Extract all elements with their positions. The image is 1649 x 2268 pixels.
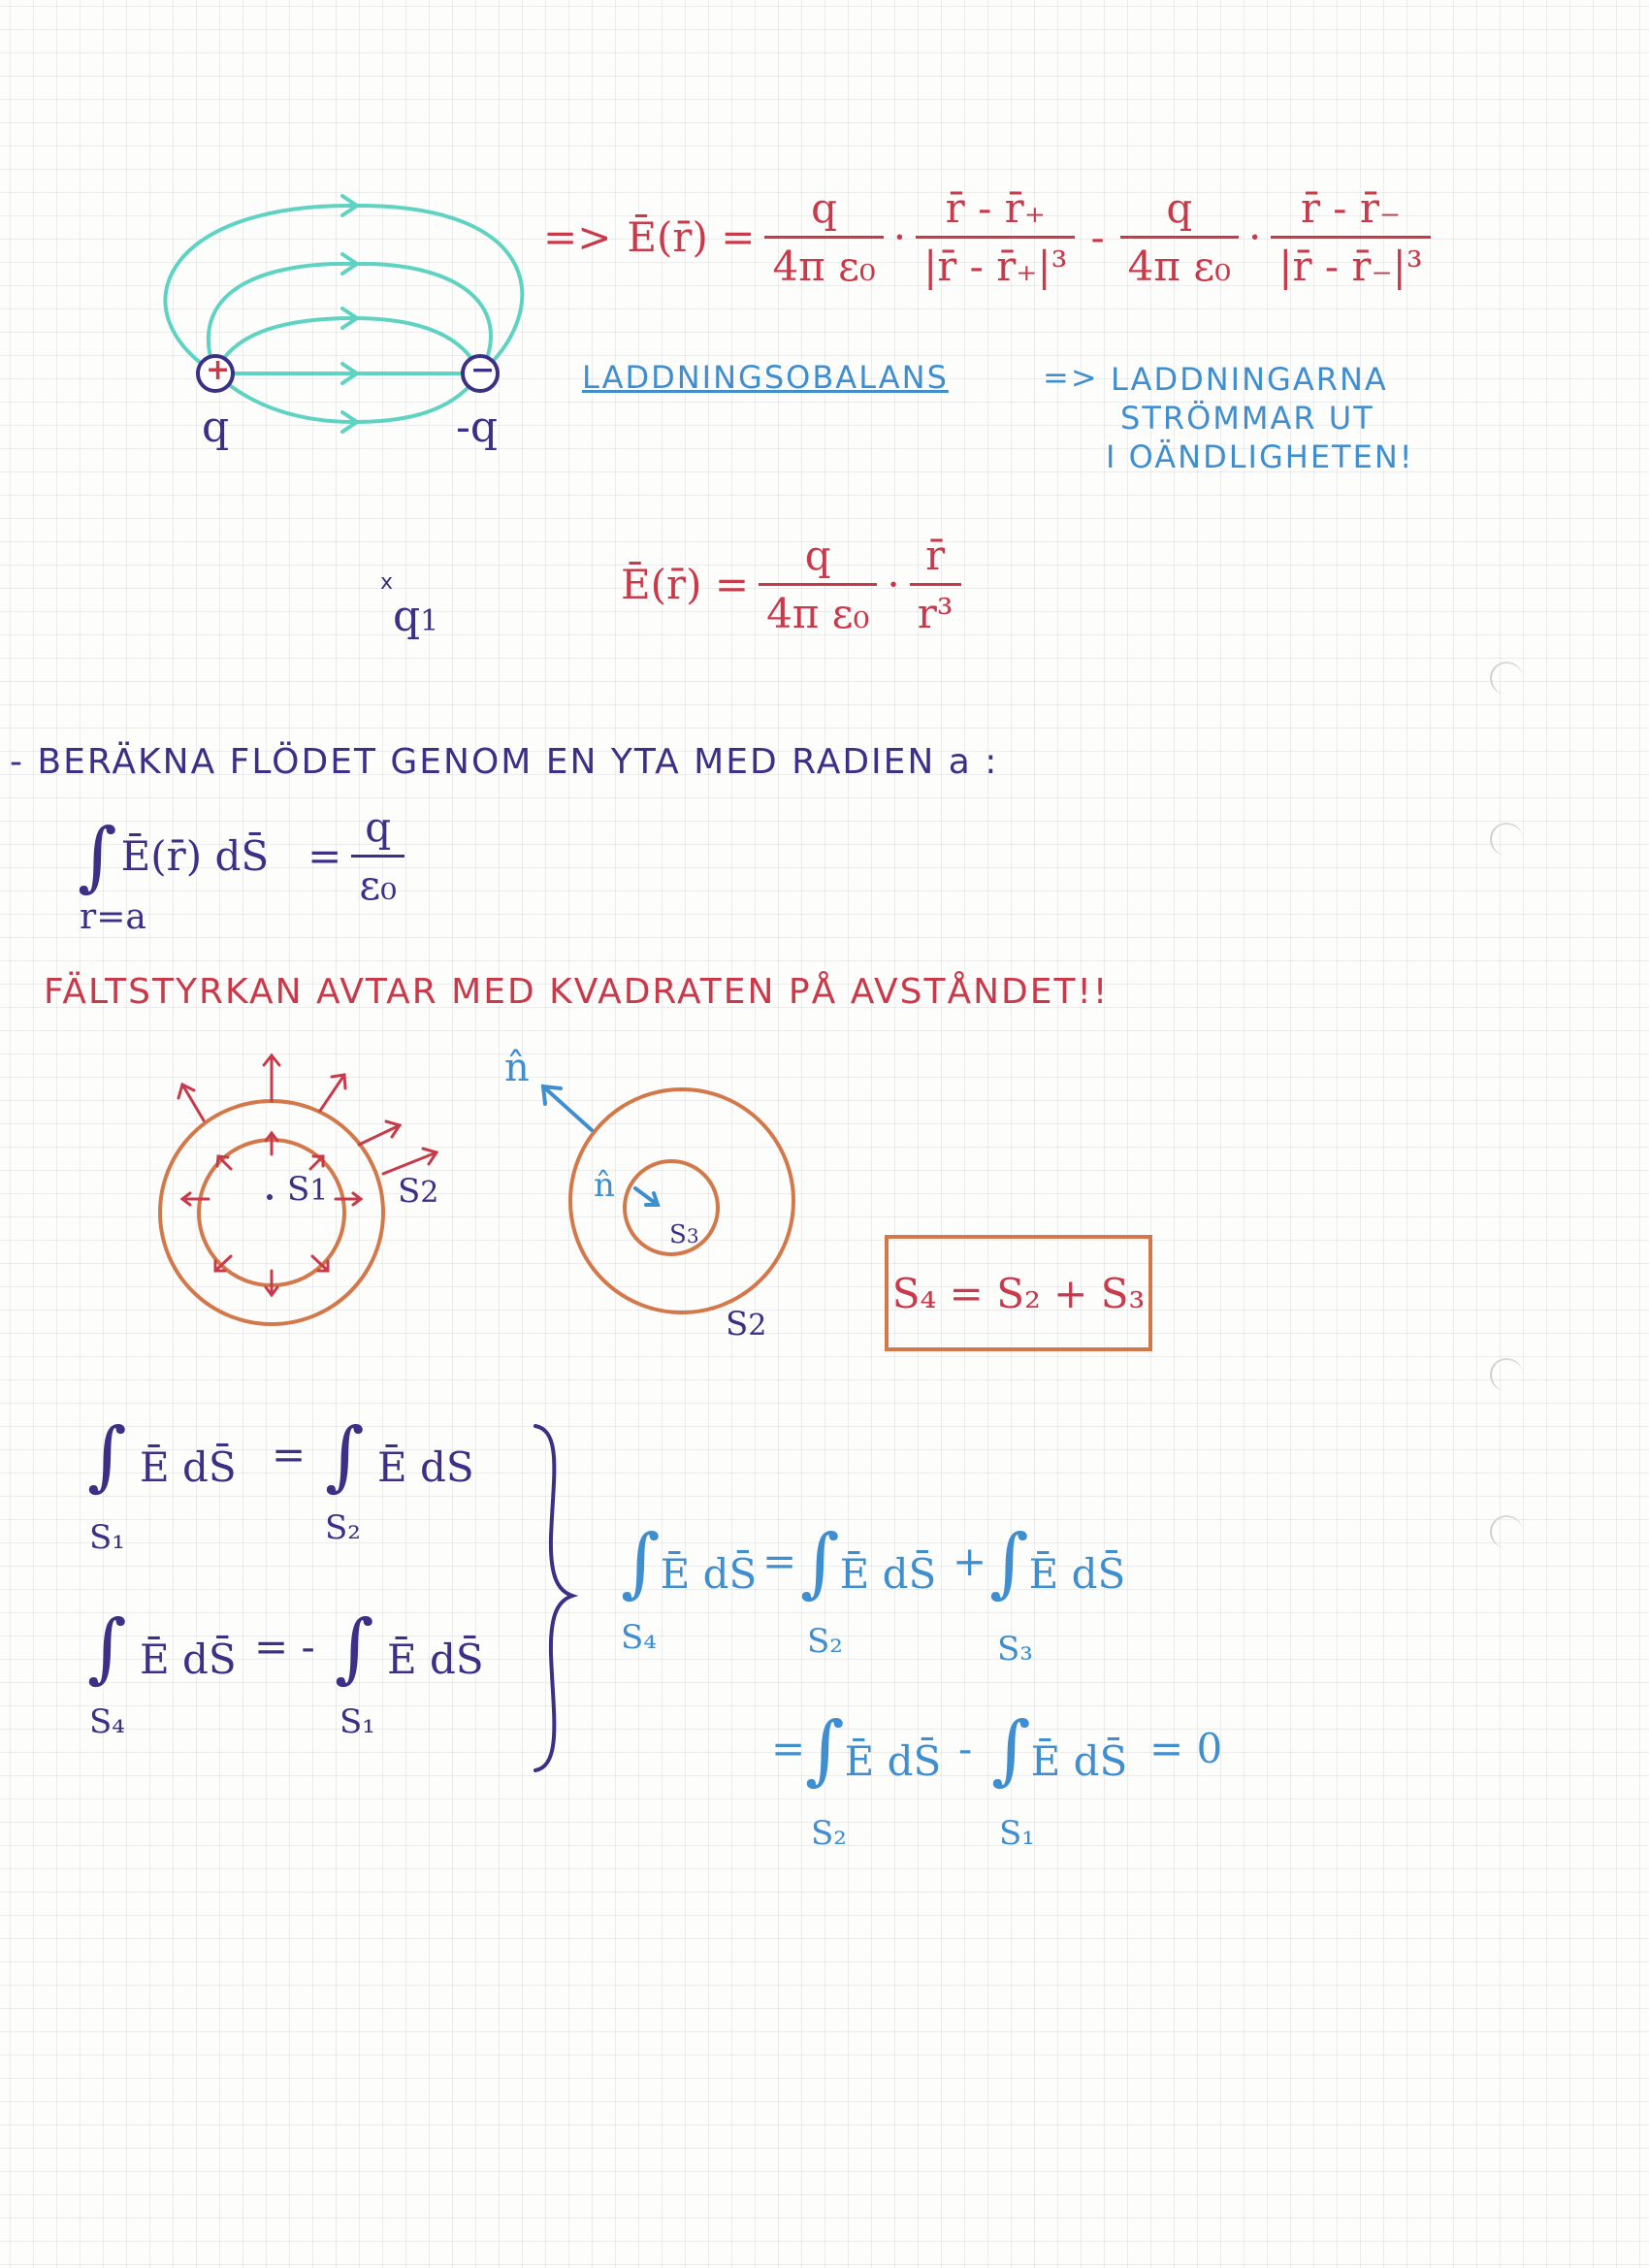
res-l2-a: Ē dS̄ <box>844 1737 942 1785</box>
binder-hole <box>1490 1358 1523 1391</box>
binder-hole <box>1490 662 1523 695</box>
surface-relation-box: S₄ = S₂ + S₃ <box>885 1235 1152 1351</box>
eq1-dot: · <box>892 213 907 261</box>
eq1-num3: q <box>1166 184 1193 232</box>
imbalance-label: LADDNINGSOBALANS <box>582 359 949 396</box>
fig2-s3-label <box>669 1220 699 1249</box>
eq2-lhs: Ē(r̄) = <box>621 561 750 608</box>
fig2-s3: S <box>669 1220 687 1249</box>
res-l1-b-bound: S₂ <box>807 1622 843 1661</box>
eq2-dot: · <box>887 561 900 608</box>
integral-sign: ∫ <box>325 1412 365 1500</box>
eq1-lhs: Ē(r̄) = <box>627 213 756 261</box>
sys-r2-rhs-bound: S₁ <box>340 1702 375 1741</box>
integral-sign: ∫ <box>78 812 117 900</box>
system-row-1 <box>87 1412 237 1500</box>
integral-sign: ∫ <box>805 1706 845 1794</box>
eq1-num2: r̄ - r̄₊ <box>945 184 1046 232</box>
sys-r2-rhs: Ē dS̄ <box>387 1636 484 1683</box>
outer-normal-arrow <box>320 1075 344 1111</box>
eq2-num2: r̄ <box>925 532 946 579</box>
point-charge-x: x <box>380 570 394 595</box>
minus-sign: − <box>470 353 496 387</box>
res-l1-plus: + <box>953 1538 987 1585</box>
sys-r2-lhs-bound: S₄ <box>89 1702 125 1741</box>
implies-arrow: => <box>543 213 612 261</box>
eq1-minus: - <box>1090 213 1105 261</box>
imbalance-line1: LADDNINGARNA <box>1111 361 1388 398</box>
point-charge-q: q <box>393 592 421 641</box>
fig1-s1-sub: 1 <box>309 1174 329 1208</box>
res-l2-minus: - <box>958 1725 973 1772</box>
eq3-bound: r=a <box>80 897 146 937</box>
imbalance-line2: STRÖMMAR UT <box>1120 400 1374 437</box>
fig2-s3-sub: 3 <box>686 1224 699 1247</box>
integral-sign: ∫ <box>87 1412 127 1500</box>
point-charge-label <box>393 592 438 641</box>
sys-r1-rhs-bound: S₂ <box>325 1508 361 1547</box>
system-row-1-rhs <box>325 1412 474 1500</box>
charge-label-neg-q: -q <box>456 403 499 452</box>
res-l1-c-bound: S₃ <box>997 1630 1033 1669</box>
eq2-den2: r³ <box>910 583 961 637</box>
res-l1-eq: = <box>762 1538 797 1585</box>
integral-sign: ∫ <box>87 1604 127 1692</box>
binder-hole <box>1490 1515 1523 1548</box>
res-l2-b: Ē dS̄ <box>1030 1737 1128 1785</box>
system-row-2 <box>87 1604 237 1692</box>
plus-sign: + <box>206 353 231 387</box>
outward-normal-arrow <box>543 1086 592 1130</box>
fig1-s1: S <box>287 1170 310 1209</box>
eq3-num: q <box>365 803 392 851</box>
fig1-s2: S <box>398 1172 421 1211</box>
point-field-equation <box>621 532 971 637</box>
sys-r1-rhs: Ē dS <box>377 1443 474 1491</box>
fig1-s2-sub: 2 <box>420 1176 439 1210</box>
eq1-den2: |r̄ - r̄₊|³ <box>916 236 1075 290</box>
inner-normal-label: n̂ <box>594 1166 615 1205</box>
sys-r2-eq: = - <box>254 1623 315 1670</box>
fig2-s2-label <box>726 1305 766 1344</box>
system-row-2-rhs <box>335 1604 484 1692</box>
field-strength-note: FÄLTSTYRKAN AVTAR MED KVADRATEN PÅ AVSTÅNDET!! <box>44 972 1110 1012</box>
point-charge-sub: 1 <box>420 604 439 638</box>
eq1-den1: 4π ε₀ <box>764 236 883 290</box>
integral-sign: ∫ <box>335 1604 374 1692</box>
fig1-s1-label <box>287 1170 328 1209</box>
result-line-1-c <box>989 1519 1126 1606</box>
eq2-den1: 4π ε₀ <box>759 583 877 637</box>
fig2-s2: S <box>726 1305 749 1344</box>
res-l2-a-bound: S₂ <box>811 1814 847 1853</box>
flux-heading: - BERÄKNA FLÖDET GENOM EN YTA MED RADIEN a : <box>10 742 999 782</box>
imbalance-arrow: => <box>1043 359 1099 396</box>
imbalance-line3: I OÄNDLIGHETEN! <box>1106 438 1414 475</box>
sys-r1-lhs: Ē dS̄ <box>140 1443 237 1491</box>
eq3-integrand: Ē(r̄) dS̄ <box>120 832 270 880</box>
res-l2-end: = 0 <box>1149 1725 1223 1772</box>
sys-r2-lhs: Ē dS̄ <box>140 1636 237 1683</box>
result-line-1-b <box>800 1519 937 1606</box>
result-line-2-b <box>991 1706 1128 1794</box>
result-line-2-a <box>805 1706 942 1794</box>
inner-normal-arrow <box>310 1156 323 1169</box>
res-l2-b-bound: S₁ <box>999 1814 1035 1853</box>
eq1-den3: 4π ε₀ <box>1120 236 1239 290</box>
eq1-num1: q <box>811 184 838 232</box>
fig2-s2-sub: 2 <box>748 1309 767 1343</box>
eq1-den4: |r̄ - r̄₋|³ <box>1271 236 1430 290</box>
eq3-den: ε₀ <box>351 855 404 909</box>
res-l1-a: Ē dS̄ <box>660 1550 758 1598</box>
dipole-field-equation <box>543 184 1440 290</box>
integral-sign: ∫ <box>800 1519 840 1606</box>
result-line-1 <box>621 1519 758 1606</box>
system-brace <box>524 1421 582 1775</box>
binder-hole <box>1490 823 1523 856</box>
sys-r1-lhs-bound: S₁ <box>89 1518 125 1557</box>
res-l1-a-bound: S₄ <box>621 1618 657 1657</box>
integral-sign: ∫ <box>989 1519 1029 1606</box>
integral-sign: ∫ <box>991 1706 1031 1794</box>
sys-r1-eq: = <box>272 1431 307 1478</box>
fig1-s2-label <box>398 1172 438 1211</box>
res-l1-c: Ē dS̄ <box>1028 1550 1126 1598</box>
res-l1-b: Ē dS̄ <box>839 1550 937 1598</box>
res-l2-eq: = <box>771 1725 806 1772</box>
eq1-num4: r̄ - r̄₋ <box>1300 184 1402 232</box>
eq3-eq: = <box>307 832 342 880</box>
charge-label-q: q <box>202 403 230 452</box>
closed-surface-figure <box>504 1048 815 1339</box>
integral-sign: ∫ <box>621 1519 661 1606</box>
center-point <box>267 1194 273 1200</box>
eq2-num1: q <box>804 532 831 579</box>
flux-equation <box>78 803 414 909</box>
outer-normal-label: n̂ <box>504 1046 530 1090</box>
eq1-dot2: · <box>1247 213 1262 261</box>
